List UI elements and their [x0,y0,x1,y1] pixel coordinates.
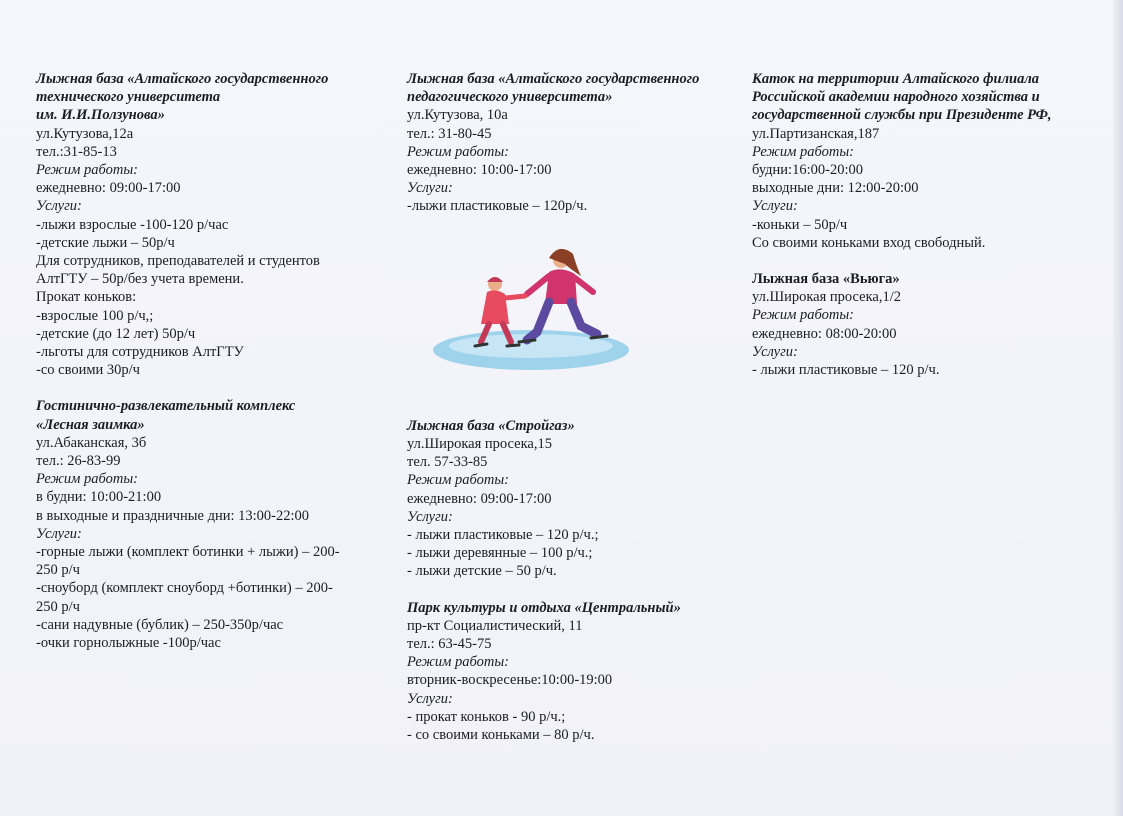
services-label: Услуги: [407,508,453,525]
service-line: -льготы для сотрудников АлтГТУ [36,344,244,361]
service-line: -коньки – 50р/ч [752,216,848,233]
service-line: -сани надувные (бублик) – 250-350р/час [36,616,284,633]
page-edge [1113,0,1123,816]
venue-altgtu [36,70,386,379]
service-line: Для сотрудников, преподавателей и студентов [36,253,320,270]
venue-phone: тел.: 26-83-99 [36,453,121,470]
service-line: -детские лыжи – 50р/ч [36,234,175,251]
service-line: -сноуборд (комплект сноуборд +ботинки) – 200- [36,580,333,597]
services-label: Услуги: [752,343,798,360]
venue-phone: тел.: 31-80-45 [407,125,492,142]
service-line: -очки горнолыжные -100р/час [36,635,221,652]
hours-label: Режим работы: [407,472,509,489]
hours-line: ежедневно: 10:00-17:00 [407,162,552,179]
spacer [36,379,386,397]
spacer [407,377,727,417]
venue-phone: тел.:31-85-13 [36,143,117,160]
service-line: - прокат коньков - 90 р/ч.; [407,708,566,725]
services-label: Услуги: [36,198,82,215]
service-line: 250 р/ч [36,598,80,615]
service-line: - лыжи деревянные – 100 р/ч.; [407,545,593,562]
spacer [407,581,727,599]
spacer [752,252,1097,270]
hours-label: Режим работы: [407,654,509,671]
service-line: - лыжи пластиковые – 120 р/ч.; [407,527,599,544]
venue-address: пр-кт Социалистический, 11 [407,617,583,634]
hours-line: ежедневно: 08:00-20:00 [752,325,897,342]
venue-title: Гостинично-развлекательный комплекс «Лесная заимка» [36,398,296,433]
hours-line: ежедневно: 09:00-17:00 [36,180,181,197]
venue-lesnaya-zaimka [36,397,386,652]
service-line: Со своими коньками вход свободный. [752,234,986,251]
venue-address: ул.Кутузова,12а [36,125,134,142]
venue-central-park [407,599,727,745]
hours-line: выходные дни: 12:00-20:00 [752,180,919,197]
service-line: - лыжи пластиковые – 120 р/ч. [752,362,940,379]
service-line: АлтГТУ – 50р/без учета времени. [36,271,244,288]
venue-phone: тел.: 63-45-75 [407,636,492,653]
venue-address: ул.Кутузова, 10а [407,107,508,124]
services-label: Услуги: [752,198,798,215]
service-line: -взрослые 100 р/ч,; [36,307,154,324]
hours-label: Режим работы: [407,143,509,160]
venue-address: ул.Партизанская,187 [752,125,880,142]
hours-line: в будни: 10:00-21:00 [36,489,162,506]
services-label: Услуги: [407,690,453,707]
venue-title: Лыжная база «Алтайского государственного технического университета им. И.И.Ползунова» [36,71,329,124]
hours-line: в выходные и праздничные дни: 13:00-22:00 [36,507,310,524]
service-line: -лыжи взрослые -100-120 р/час [36,216,229,233]
service-line: -лыжи пластиковые – 120р/ч. [407,198,588,215]
hours-label: Режим работы: [752,307,854,324]
venue-address: ул.Абаканская, 3б [36,434,147,451]
venue-title: Каток на территории Алтайского филиала Российской академии народного хозяйства и государственной службы при Президенте РФ, [752,71,1052,124]
venue-ranepa-rink [752,70,1097,252]
venue-address: ул.Широкая просека,1/2 [752,289,902,306]
venue-stroygaz [407,417,727,581]
mother-figure [519,248,607,341]
venue-title: Лыжная база «Стройгаз» [407,417,575,434]
venue-phone: тел. 57-33-85 [407,454,488,471]
service-line: -со своими 30р/ч [36,362,140,379]
hours-line: вторник-воскресенье:10:00-19:00 [407,672,613,689]
service-line: - лыжи детские – 50 р/ч. [407,563,557,580]
column-left [36,70,386,652]
service-line: -детские (до 12 лет) 50р/ч [36,325,196,342]
venue-altgpu [407,70,727,216]
service-line: Прокат коньков: [36,289,137,306]
venue-title: Лыжная база «Вьюга» [752,271,900,288]
column-middle [407,70,727,744]
venue-address: ул.Широкая просека,15 [407,436,552,453]
service-line: 250 р/ч [36,562,80,579]
hours-line: ежедневно: 09:00-17:00 [407,490,552,507]
hours-label: Режим работы: [752,143,854,160]
service-line: - со своими коньками – 80 р/ч. [407,727,595,744]
hours-label: Режим работы: [36,162,138,179]
services-label: Услуги: [36,525,82,542]
services-label: Услуги: [407,180,453,197]
service-line: -горные лыжи (комплект ботинки + лыжи) – 200- [36,544,340,561]
venue-title: Парк культуры и отдыха «Центральный» [407,599,681,616]
hours-line: будни:16:00-20:00 [752,162,863,179]
column-right [752,70,1097,379]
venue-title: Лыжная база «Алтайского государственного педагогического университета» [407,71,700,106]
hours-label: Режим работы: [36,471,138,488]
venue-vyuga [752,270,1097,379]
skating-mother-and-child-icon [431,242,631,372]
